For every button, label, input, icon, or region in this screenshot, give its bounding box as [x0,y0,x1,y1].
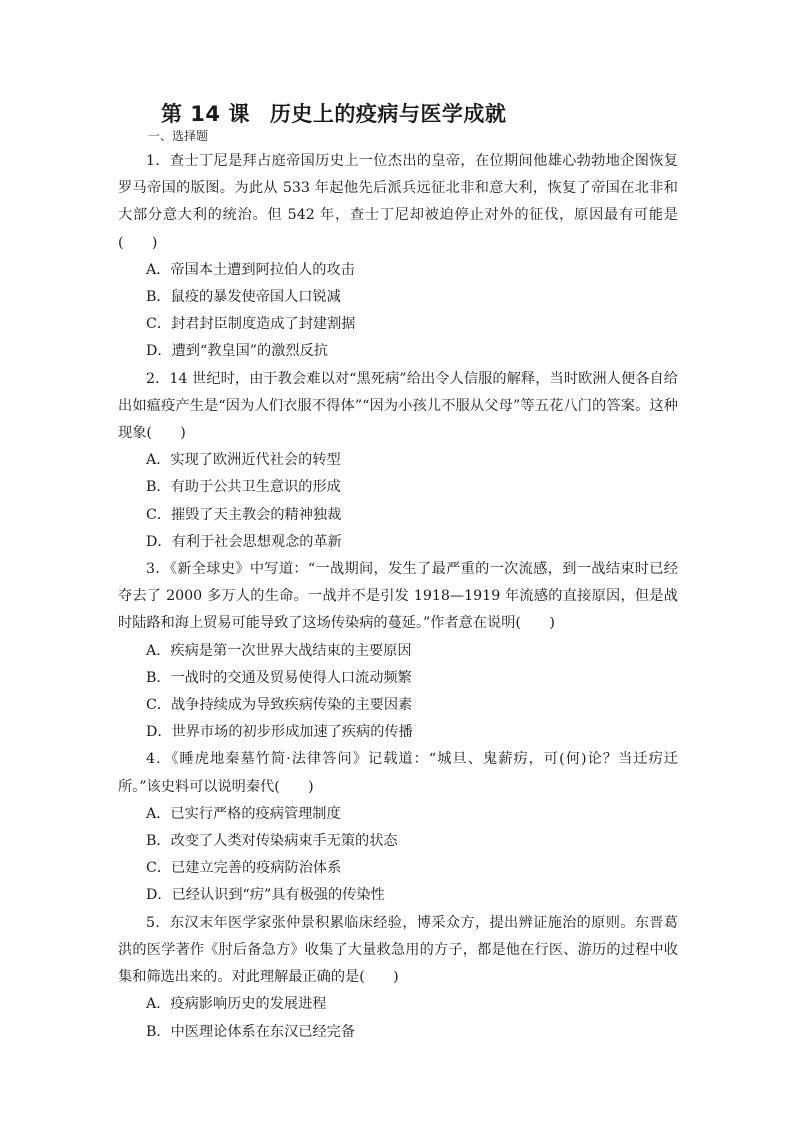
section-heading: 一、选择题 [148,129,209,143]
question-stem: 5．东汉末年医学家张仲景积累临床经验，博采众方，提出辨证施治的原则。东晋葛洪的医学著作《肘后备急方》收集了大量救急用的方子，都是他在行医、游历的过程中收集和筛选出来的。对此理解最正确的是( ) [118,914,678,986]
question-5 [118,910,678,1046]
lesson-title: 历史上的疫病与医学成就 [269,102,507,126]
question-stem: 3．《新全球史》中写道：“一战期间，发生了最严重的一次流感，到一战结束时已经夺去了 2000 多万人的生命。一战并不是引发 1918—1919 年流感的直接原因，但是战时陆路和海上贸易可能导致了这场传染病的蔓延。”作者意在说明( ) [118,561,678,632]
option-b: B．鼠疫的暴发使帝国人口锐减 [146,289,341,306]
option-b: B．一战时的交通及贸易使得人口流动频繁 [146,669,412,686]
option-d: D．已经认识到“疠”具有极强的传染性 [146,887,385,904]
option-b: B．中医理论体系在东汉已经完备 [146,1023,356,1040]
question-1 [118,148,678,366]
option-c: C．已建立完善的疫病防治体系 [146,860,342,877]
option-c: C．战争持续成为导致疾病传染的主要因素 [146,697,413,714]
option-c: C．摧毁了天主教会的精神独裁 [146,506,342,523]
question-2 [118,366,678,556]
lesson-number: 第 14 课 [161,102,250,126]
option-a: A．疾病是第一次世界大战结束的主要原因 [146,642,412,659]
option-a: A．实现了欧洲近代社会的转型 [146,452,341,469]
question-list [118,148,678,1046]
option-d: D．有利于社会思想观念的革新 [146,533,342,550]
option-a: A．疫病影响历史的发展进程 [146,996,327,1013]
question-3 [118,556,678,746]
option-d: D．世界市场的初步形成加速了疾病的传播 [146,724,413,741]
option-d: D．遭到“教皇国”的激烈反抗 [146,343,328,360]
question-stem: 4．《睡虎地秦墓竹简·法律答问》记载道：“城旦、鬼薪疠，可(何)论？当迁疠迁所。”该史料可以说明秦代( ) [118,751,678,795]
question-stem: 1．查士丁尼是拜占庭帝国历史上一位杰出的皇帝，在位期间他雄心勃勃地企图恢复罗马帝国的版图。为此从 533 年起他先后派兵远征北非和意大利，恢复了帝国在北非和大部分意大利的统治。但 542 年，查士丁尼却被迫停止对外的征伐，原因最有可能是( ) [118,153,678,251]
page-title [161,98,506,128]
option-b: B．改变了人类对传染病束手无策的状态 [146,833,398,850]
option-c: C．封君封臣制度造成了封建割据 [146,316,356,333]
option-a: A．帝国本土遭到阿拉伯人的攻击 [146,261,355,278]
question-stem: 2．14 世纪时，由于教会难以对“黑死病”给出令人信服的解释，当时欧洲人便各自给出如瘟疫产生是“因为人们衣服不得体”“因为小孩儿不服从父母”等五花八门的答案。这种现象( ) [118,370,678,442]
option-b: B．有助于公共卫生意识的形成 [146,479,341,496]
question-4 [118,746,678,909]
option-a: A．已实行严格的疫病管理制度 [146,805,341,822]
